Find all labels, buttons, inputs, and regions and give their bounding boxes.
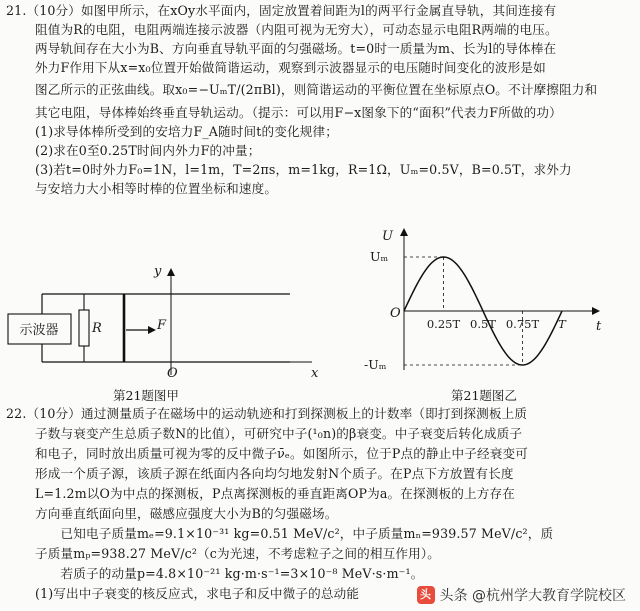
q21-line: 两导轨间存在大小为B、方向垂直导轨平面的匀强磁场。t=0时一质量为m、长为l的导体棒在 <box>35 41 557 56</box>
origin-label: O <box>167 366 178 381</box>
q22-line: 方向垂直纸面向里，磁感应强度大小为B的匀强磁场。 <box>35 506 338 521</box>
figure-21a <box>0 230 330 400</box>
x-axis-label: x <box>311 366 319 381</box>
chart-y-axis-label: U <box>382 229 393 244</box>
q22-line: (1)写出中子衰变的核反应式，求电子和反中微子的总动能 <box>35 586 360 601</box>
force-label: F <box>157 318 167 333</box>
q22-line: 和电子，同时放出质量可视为零的反中微子ν̄ₑ。如图所示，位于P点的静止中子经衰变可 <box>35 446 528 461</box>
q21-line: (1)求导体棒所受到的安培力F_A随时间t的变化规律； <box>35 124 338 139</box>
chart-y-axis-arrowhead <box>400 228 408 236</box>
y-axis-arrowhead <box>167 268 175 276</box>
q21-line: 阻值为R的电阻，电阻两端连接示波器（内阻可视为无穷大），可动态显示电阻R两端的电压。 <box>35 22 558 37</box>
tick-label-T: T <box>558 317 566 331</box>
chart-x-axis-arrowhead <box>592 307 600 315</box>
q22-line: 形成一个质子源，该质子源在纸面内各向均匀地发射N个质子。在P点下方放置有长度 <box>35 466 514 481</box>
q22-line: 子质量mₚ=938.27 MeV/c²（c为光速，不考虑粒子之间的相互作用）。 <box>35 546 441 561</box>
chart-x-axis-label: t <box>596 319 602 334</box>
q21-line: 21.（10分）如图甲所示，在xOy水平面内，固定放置着间距为l的两平行金属直导轨，其间连接有 <box>6 3 557 18</box>
q21-line: 与安培力大小相等时棒的位置坐标和速度。 <box>35 181 278 196</box>
watermark <box>417 585 626 605</box>
q21-line: 图乙所示的正弦曲线。取x₀=−UₘT/(2πBl)，则简谐运动的平衡位置在坐标原点O。不计摩擦阻力和 <box>35 82 598 97</box>
q21-line: 其它电阻，导体棒始终垂直导轨运动。（提示：可以用F−x图象下的“面积”代表力F所做的功） <box>35 105 562 120</box>
q22-line: 已知电子质量mₑ=9.1×10⁻³¹ kg=0.51 MeV/c²，中子质量mₙ=939.57 MeV/c²，质 <box>35 526 554 541</box>
chart-origin-label: O <box>390 306 401 321</box>
toutiao-logo-icon: 头 <box>417 586 435 604</box>
resistor-label: R <box>92 321 102 336</box>
ymin-label: -Uₘ <box>364 357 387 372</box>
q21-line: (2)求在0至0.25T时间内外力F的冲量； <box>35 143 261 158</box>
q22-line: 若质子的动量p=4.8×10⁻²¹ kg·m·s⁻¹=3×10⁻⁸ MeV·s·m⁻¹。 <box>35 566 424 581</box>
q22-line: 子数与衰变产生总质子数N的比值），可研究中子(¹₀n)的β衰变。中子衰变后转化成质子 <box>35 426 523 441</box>
watermark-text: 头条 @杭州学大教育学院校区 <box>439 588 626 604</box>
q22-line: 22.（10分）通过测量质子在磁场中的运动轨迹和打到探测板上的计数率（即打到探测板上质 <box>6 406 528 421</box>
q21-line: 外力F作用下从x=x₀位置开始做简谐运动，观察到示波器显示的电压随时间变化的波形是如 <box>35 60 546 75</box>
ymax-label: Uₘ <box>370 249 389 264</box>
tick-label-0.5T: 0.5T <box>470 317 496 331</box>
tick-label-0.75T: 0.75T <box>505 317 540 331</box>
tick-label-0.25T: 0.25T <box>426 317 461 331</box>
caption-21a: 第21题图甲 <box>113 388 179 403</box>
y-axis-label: y <box>154 264 162 279</box>
figure-21b-chart <box>360 220 640 380</box>
q21-line: (3)若t=0时外力F₀=1N，l=1m，T=2πs，m=1kg，R=1Ω，Uₘ=0.5V，B=0.5T，求外力 <box>35 162 572 177</box>
resistor <box>79 310 89 346</box>
oscilloscope-label: 示波器 <box>19 323 59 338</box>
force-arrowhead <box>148 326 156 334</box>
caption-21b: 第21题图乙 <box>451 388 517 403</box>
q22-line: L=1.2m以O为中点的探测板，P点离探测板的垂直距离OP为a。在探测板的上方存在 <box>35 486 515 501</box>
